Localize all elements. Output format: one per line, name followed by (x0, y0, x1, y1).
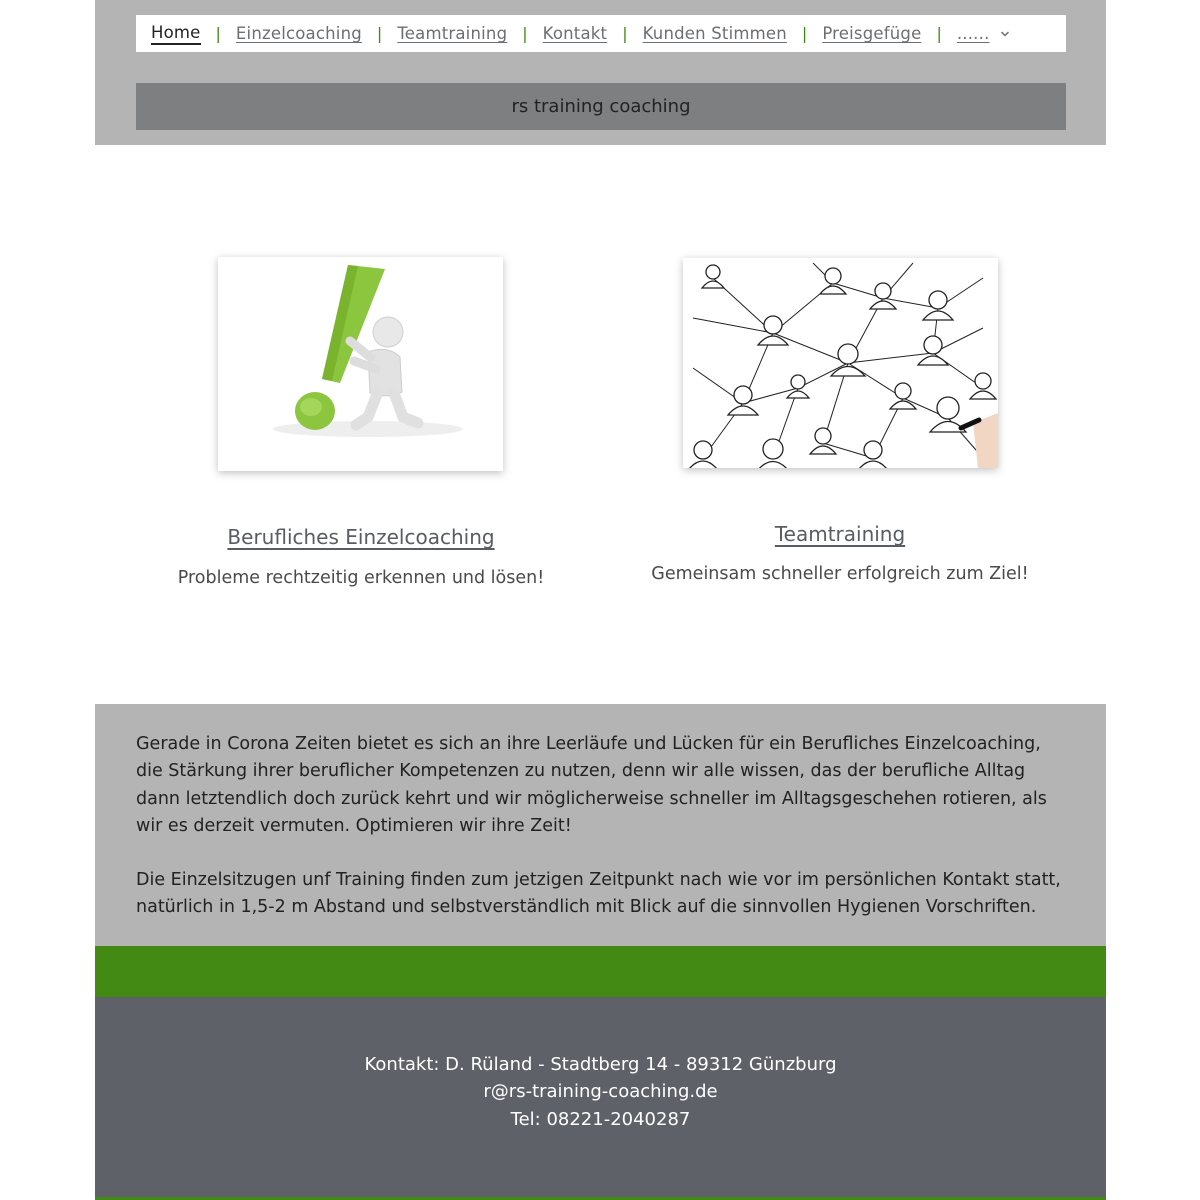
footer-email[interactable]: r@rs-training-coaching.de (483, 1081, 718, 1103)
teaser-subtitle-einzelcoaching: Probleme rechtzeitig erkennen und lösen! (177, 568, 545, 588)
footer-phone[interactable]: Tel: 08221-2040287 (510, 1108, 691, 1130)
exclamation-figure-image[interactable] (218, 257, 503, 471)
footer (95, 997, 1106, 1200)
nav-item-preisgefuege[interactable]: Preisgefüge (822, 24, 922, 43)
teaser-title-teamtraining[interactable]: Teamtraining (774, 522, 906, 546)
nav-separator: | (522, 24, 528, 43)
header (95, 0, 1106, 145)
nav-separator: | (622, 24, 628, 43)
info-paragraph: Die Einzelsitzugen unf Training finden zum jetzigen Zeitpunkt nach wie vor im persönlichen Kontakt statt, natürlich in 1,5-2 m Abstand und selbstverständlich mit Blick auf die sinnvollen Hygienen Vorschriften. (136, 870, 1061, 918)
nav-separator: | (936, 24, 942, 43)
info-section (95, 704, 1106, 946)
nav-separator: | (215, 24, 221, 43)
nav-item-kunden-stimmen[interactable]: Kunden Stimmen (642, 24, 787, 43)
page (95, 0, 1106, 1200)
chevron-down-icon[interactable] (1000, 29, 1010, 39)
teaser-subtitle-teamtraining: Gemeinsam schneller erfolgreich zum Ziel! (651, 564, 1029, 584)
main-nav (136, 15, 1066, 52)
nav-item-kontakt[interactable]: Kontakt (542, 24, 608, 43)
nav-item-einzelcoaching[interactable]: Einzelcoaching (235, 24, 362, 43)
nav-item-home[interactable]: Home (151, 23, 201, 45)
info-paragraph: Gerade in Corona Zeiten bietet es sich an ihre Leerläufe und Lücken für ein Berufliches Einzelcoaching, die Stärkung ihrer beruflicher Kompetenzen zu nutzen, denn wir alle wissen, das der berufliche Alltag dann letztendlich doch zurück kehrt und wir möglicherweise schneller im Alltagsgeschehen rotieren, als wir es derzeit vermuten. Optimieren wir ihre Zeit! (136, 734, 1047, 836)
green-divider-bar (95, 946, 1106, 997)
network-people-image[interactable] (683, 258, 998, 468)
footer-address: Kontakt: D. Rüland - Stadtberg 14 - 89312 Günzburg (364, 1054, 837, 1075)
nav-item-more[interactable]: ...... (956, 24, 990, 43)
teaser-title-einzelcoaching[interactable]: Berufliches Einzelcoaching (227, 525, 495, 549)
nav-separator: | (801, 24, 808, 43)
site-title-banner: rs training coaching (136, 83, 1066, 130)
nav-more-dropdown[interactable] (957, 24, 1010, 43)
nav-separator: | (376, 24, 383, 43)
nav-item-teamtraining[interactable]: Teamtraining (397, 24, 508, 43)
